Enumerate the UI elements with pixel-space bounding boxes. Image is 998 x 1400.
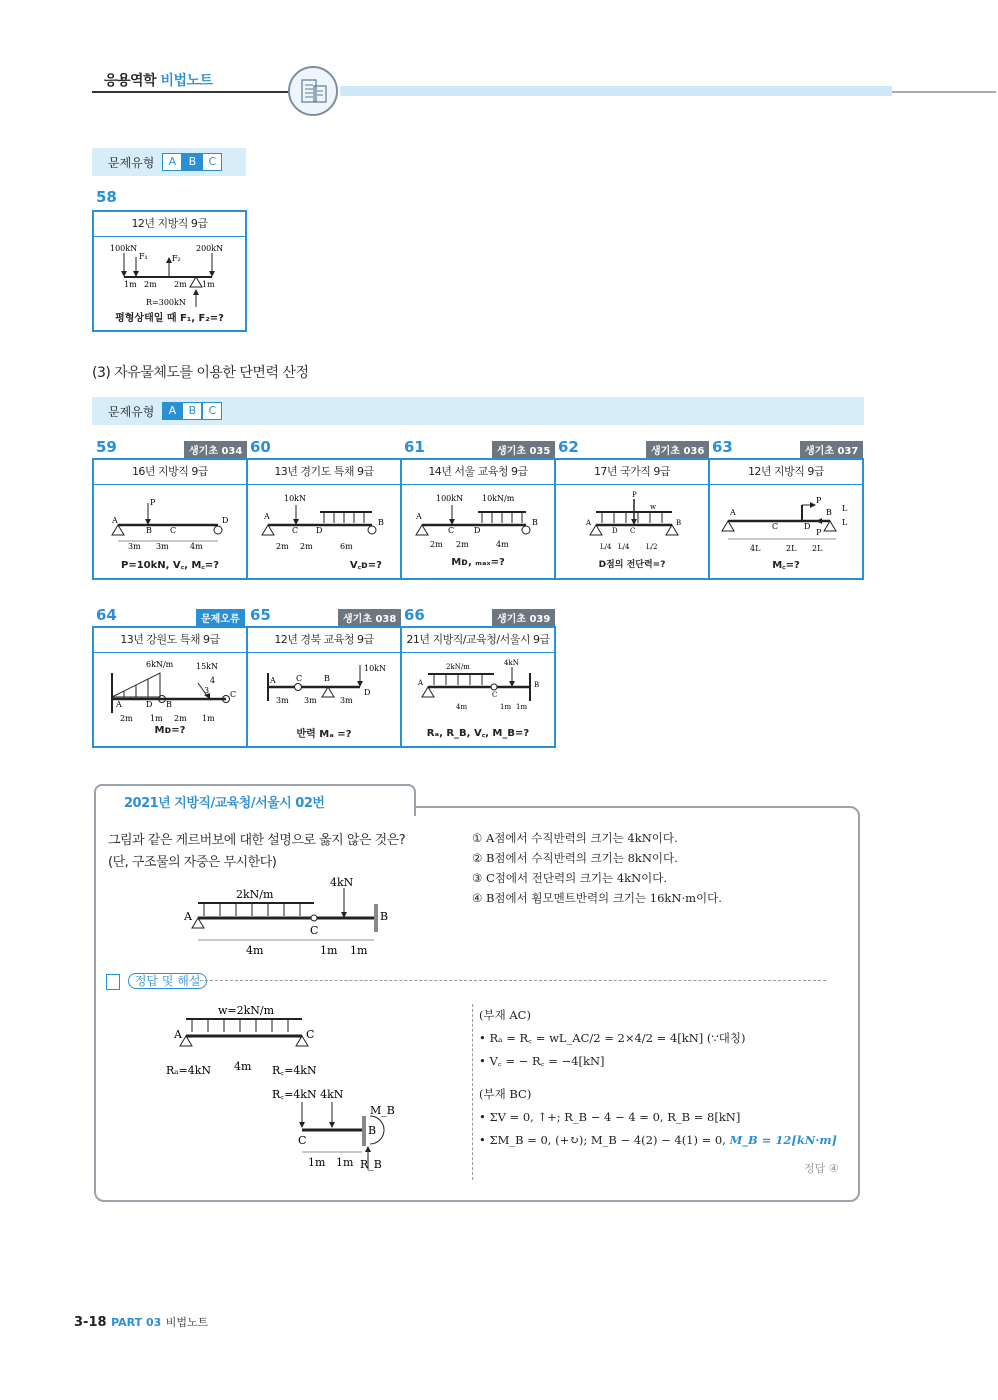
book-name: 비법노트 [165,1316,209,1329]
solution-text [472,1004,837,1180]
d-label: L/4 [618,543,630,551]
problem-card-64 [92,626,248,748]
d-label: 4m [496,540,509,549]
d-label: 2kN/m [446,663,470,671]
d-label: 3m [340,696,353,705]
beam-diagram [94,485,246,557]
d-label: A [270,676,276,685]
d-label: 1m [500,703,512,711]
d-label: B [378,518,384,527]
solution-line: • ΣV = 0, ↑+; R_B − 4 − 4 = 0, R_B = 8[kN] [479,1110,741,1124]
d-label: 1m [336,1156,354,1169]
d-label: 2kN/m [236,888,274,901]
answer-marker: 정답 ④ [804,1162,839,1175]
d-label: C [448,526,455,535]
question-number: 63 [712,438,733,456]
d-label: 3m [304,696,317,705]
d-label: 2m [174,280,187,289]
solution-line: (부재 AC) [479,1008,531,1022]
d-label: D [612,527,618,535]
problem-source: 12년 지방직 9급 [710,460,862,485]
problem-caption: 반력 Mₐ =? [296,729,352,740]
d-label: P [150,498,156,507]
problem-source: 14년 서울 교육청 9급 [402,460,554,485]
d-label: 1m [516,703,528,711]
solution-result: M_B = 12[kN·m] [729,1133,837,1147]
basic-badge: 생기초 038 [338,609,401,626]
d-label: A [112,516,118,525]
basic-badge: 생기초 034 [184,441,247,458]
d-label: F₂ [172,254,181,263]
problem-card-63 [708,458,864,580]
question-number: 59 [96,438,117,456]
d-label: 1m [124,280,137,289]
problem-source: 13년 강원도 특채 9급 [94,628,246,653]
d-label: R=300kN [146,298,186,307]
type-chip-b: B [182,402,202,420]
problem-caption: Rₐ, R_B, V꜀, M_B=? [426,728,530,739]
solution-figure-ac [160,1000,340,1088]
d-label: F₁ [139,252,148,261]
type-chip-a: A [162,153,182,171]
d-label: 10kN [364,664,387,673]
d-label: B [166,700,172,709]
d-label: 1m [320,944,338,957]
d-label: 4m [234,1060,252,1073]
d-label: 6kN/m [146,660,174,669]
header-title-a: 응용역학 [104,73,157,89]
d-label: 3m [156,542,169,551]
d-label: 4L [750,544,761,553]
d-label: L/4 [600,543,612,551]
problem-source: 12년 경북 교육청 9급 [248,628,400,653]
exam-question [108,830,405,874]
problem-source: 16년 지방직 9급 [94,460,246,485]
question-number: 61 [404,438,425,456]
d-label: 3m [128,542,141,551]
d-label: 4kN [504,659,519,667]
d-label: 2L [786,544,797,553]
d-label: 100kN [110,244,138,253]
dashed-divider [200,980,826,981]
d-label: D [474,526,481,535]
d-label: 3 [204,686,210,695]
problem-card-61 [400,458,556,580]
d-label: D [804,522,811,531]
d-label: M_B [370,1104,395,1117]
question-number: 58 [96,188,117,206]
d-label: L [842,518,848,527]
d-label: 2m [456,540,469,549]
d-label: B [368,1124,377,1137]
d-label: 1m [150,714,163,723]
question-line: (단, 구조물의 자중은 무시한다) [108,855,277,870]
d-label: R꜀=4kN [272,1064,317,1077]
problem-card-58 [92,210,247,332]
d-label: 2m [276,542,289,551]
d-label: L [842,504,848,513]
page-footer [74,1314,208,1330]
d-label: P [816,496,822,505]
d-label: 100kN [436,494,464,503]
section-title: (3) 자유물체도를 이용한 단면력 산정 [92,365,309,381]
problem-source: 12년 지방직 9급 [94,212,245,237]
header-band [340,86,892,96]
d-label: w=2kN/m [218,1004,275,1017]
d-label: C [230,690,237,699]
question-number: 64 [96,606,117,624]
d-label: B [676,519,682,527]
d-label: 4m [246,944,264,957]
d-label: 1m [202,280,215,289]
d-label: 2L [812,544,823,553]
d-label: A [184,910,192,923]
d-label: 2m [120,714,133,723]
solution-line: • V꜀ = − R꜀ = −4[kN] [479,1054,605,1068]
question-number: 66 [404,606,425,624]
option-1[interactable]: ① A점에서 수직반력의 크기는 4kN이다. [472,831,678,845]
basic-badge: 생기초 036 [646,441,709,458]
note-icon [106,974,120,990]
d-label: 1m [202,714,215,723]
type-chip-c: C [202,402,222,420]
d-label: C [630,527,636,535]
d-label: P [816,528,822,537]
question-number: 62 [558,438,579,456]
d-label: A [418,679,424,687]
question-number: 65 [250,606,271,624]
problem-caption: 평형상태일 때 F₁, F₂=? [115,313,224,324]
solution-line: • Rₐ = R꜀ = wL_AC/2 = 2×4/2 = 4[kN] (∵대칭) [479,1031,746,1045]
problem-type-label: 문제유형 [108,155,155,170]
answer-label-text: 정답 및 해설 [128,973,208,989]
d-label: A [416,512,422,521]
d-label: B [146,526,152,535]
basic-badge: 생기초 039 [492,609,555,626]
beam-diagram [248,653,400,725]
answer-section-label [106,972,207,990]
problem-caption: Mᴅ=? [154,725,186,736]
d-label: 1m [308,1156,326,1169]
error-badge: 문제오류 [196,609,245,626]
d-label: Rₐ=4kN [166,1064,212,1077]
d-label: A [116,700,122,709]
d-label: R_B [360,1158,382,1171]
type-chip-a: A [162,402,182,420]
d-label: C [310,924,319,937]
d-label: C [292,526,299,535]
d-label: B [324,674,330,683]
problem-caption: M꜀=? [772,560,800,571]
d-label: w [650,503,656,511]
d-label: R꜀=4kN 4kN [272,1088,344,1101]
question-number: 60 [250,438,271,456]
problem-type-label: 문제유형 [108,404,155,419]
solution-figure-bc [270,1086,400,1176]
exam-tab [94,784,416,816]
problem-card-66 [400,626,556,748]
d-label: 3m [276,696,289,705]
problem-source: 21년 지방직/교육청/서울시 9급 [402,628,554,653]
d-label: D [222,516,229,525]
d-label: B [826,508,832,517]
d-label: 2m [430,540,443,549]
type-chip-b: B [182,153,202,171]
basic-badge: 생기초 035 [492,441,555,458]
option-2[interactable]: ② B점에서 수직반력의 크기는 8kN이다. [472,851,678,865]
d-label: 10kN [284,494,307,503]
problem-source: 13년 경기도 특채 9급 [248,460,400,485]
beam-diagram [556,485,708,557]
d-label: D [146,700,153,709]
d-label: 2m [300,542,313,551]
d-label: A [586,519,592,527]
beam-diagram [94,653,246,725]
d-label: 4m [456,703,468,711]
d-label: 2m [144,280,157,289]
d-label: 4kN [330,876,354,889]
d-label: A [730,508,736,517]
d-label: C [298,1134,307,1147]
header-title-b: 비법노트 [160,73,213,89]
solution-line: • ΣM_B = 0, (+↻); M_B − 4(2) − 4(1) = 0, [479,1133,726,1147]
problem-caption: Mᴅ, ₘₐₓ=? [451,557,505,568]
d-label: 10kN/m [482,494,515,503]
problem-caption: P=10kN, V꜀, M꜀=? [121,560,219,571]
type-chip-c: C [202,153,222,171]
header-rule-left [92,91,292,93]
basic-badge: 생기초 037 [800,441,863,458]
building-icon [288,66,338,116]
running-header [104,70,213,90]
problem-card-59 [92,458,248,580]
d-label: C [492,691,498,699]
d-label: B [534,681,540,689]
exam-tab-title: 2021년 지방직/교육청/서울시 02번 [124,796,325,811]
problem-type-box [92,148,246,176]
d-label: A [264,512,270,521]
exam-figure [180,874,400,964]
d-label: L/2 [646,543,658,551]
problem-type-box [92,397,864,425]
d-label: B [380,910,389,923]
problem-caption: V꜀ᴅ=? [349,560,382,571]
option-4[interactable]: ④ B점에서 휨모멘트반력의 크기는 16kN·m이다. [472,891,722,905]
page-number: 3-18 [74,1315,107,1330]
beam-diagram [402,653,554,725]
d-label: C [306,1028,315,1041]
d-label: D [316,526,323,535]
d-label: D [364,688,371,697]
d-label: 15kN [196,662,219,671]
beam-diagram [402,485,554,557]
question-line: 그림과 같은 게르버보에 대한 설명으로 옳지 않은 것은? [108,833,406,848]
d-label: C [772,522,779,531]
d-label: A [174,1028,182,1041]
solution-line: (부재 BC) [479,1087,532,1101]
problem-source: 17년 국가직 9급 [556,460,708,485]
d-label: C [170,526,177,535]
d-label: 1m [350,944,368,957]
d-label: 200kN [196,244,224,253]
option-3[interactable]: ③ C점에서 전단력의 크기는 4kN이다. [472,871,668,885]
problem-card-62 [554,458,710,580]
beam-diagram [248,485,400,557]
problem-caption: D점의 전단력=? [598,560,666,570]
problem-card-65 [246,626,402,748]
d-label: P [632,491,637,499]
answer-options [472,828,722,908]
d-label: 2m [174,714,187,723]
d-label: B [532,518,538,527]
d-label: 6m [340,542,353,551]
d-label: 4 [210,676,216,685]
beam-diagram [94,237,245,309]
d-label: 4m [190,542,203,551]
beam-diagram [710,485,862,557]
problem-card-60 [246,458,402,580]
d-label: C [296,674,303,683]
part-label: PART 03 [111,1316,162,1329]
